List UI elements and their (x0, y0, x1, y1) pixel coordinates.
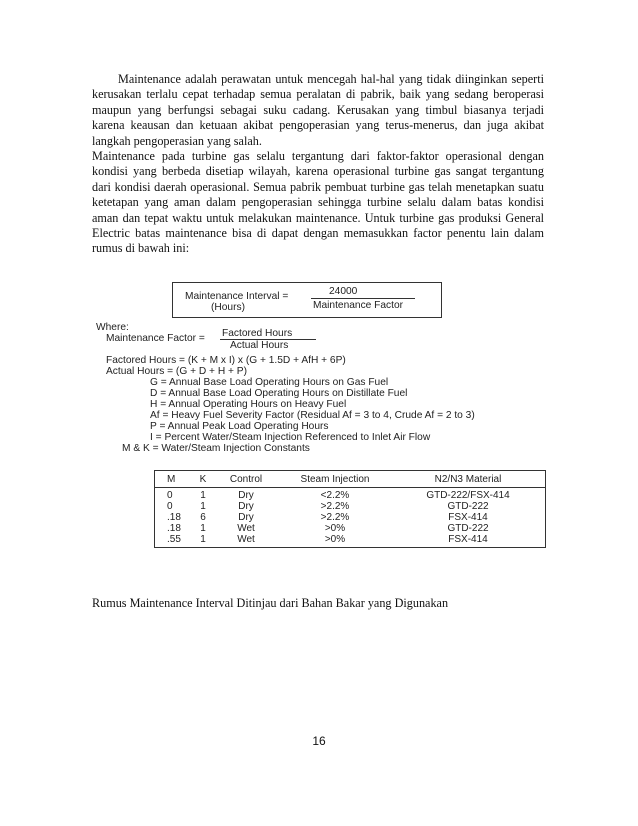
maintenance-interval-formula-figure (96, 280, 548, 548)
table-cell-m: .18 (167, 523, 181, 534)
table-header-material: N2/N3 Material (434, 474, 502, 485)
table-cell-steam-injection: >0% (324, 534, 346, 545)
table-header-steam-injection: Steam Injection (300, 474, 370, 485)
definition-h: H = Annual Operating Hours on Heavy Fuel (150, 399, 347, 410)
table-cell-k: 6 (200, 512, 206, 523)
definition-d: D = Annual Base Load Operating Hours on Distillate Fuel (150, 388, 408, 399)
table-cell-control: Wet (237, 534, 255, 545)
where-label: Where: (96, 322, 129, 333)
table-cell-control: Dry (238, 512, 254, 523)
table-cell-steam-injection: >2.2% (320, 501, 350, 512)
table-cell-material: FSX-414 (448, 512, 488, 523)
paragraph-gas-turbine-maintenance: Maintenance pada turbine gas selalu tergantung dari faktor-faktor operasional dengan kondisi yang berbeda disetiap wilayah, karena operasional turbine gas sangat tergantung dari kondisi daerah operasional. Semua pabrik pembuat turbine gas telah menetapkan suatu ketetapan yang aman dalam pengoperasian sehingga turbine selalu dalam batas kondisi aman dan tepat waktu untuk melakukan maintenance. Untuk turbine gas produksi General Electric batas maintenance bisa di dapat dengan memasukkan factor penentu lain dalam rumus di bawah ini: (92, 149, 544, 256)
table-cell-control: Wet (237, 523, 255, 534)
table-header-control: Control (229, 474, 263, 485)
table-cell-m: .18 (167, 512, 181, 523)
definition-i: I = Percent Water/Steam Injection Referenced to Inlet Air Flow (150, 432, 431, 443)
mf-lhs: Maintenance Factor = (106, 333, 205, 344)
table-header-m: M (167, 474, 176, 485)
formula-fraction-bar (311, 298, 415, 299)
figure-caption: Rumus Maintenance Interval Ditinjau dari Bahan Bakar yang Digunakan (92, 596, 449, 610)
formula-denominator: Maintenance Factor (313, 300, 404, 311)
page-number: 16 (312, 734, 326, 748)
formula-lhs-unit: (Hours) (211, 302, 245, 313)
table-cell-k: 1 (200, 490, 206, 501)
mf-numerator: Factored Hours (222, 328, 293, 339)
table-cell-material: GTD-222 (447, 501, 489, 512)
table-cell-control: Dry (238, 490, 254, 501)
table-header-k: K (199, 474, 207, 485)
mf-denominator: Actual Hours (230, 340, 289, 351)
formula-numerator: 24000 (329, 286, 358, 297)
table-cell-steam-injection: <2.2% (320, 490, 350, 501)
formula-lhs: Maintenance Interval = (185, 291, 289, 302)
table-cell-m: .55 (167, 534, 181, 545)
paragraph-maintenance-definition: Maintenance adalah perawatan untuk mencegah hal-hal yang tidak diinginkan seperti kerusakan terlalu cepat terhadap semua peralatan di pabrik, baik yang sedang beroperasi maupun yang berfungsi sebagai suku cadang. Kerusakan yang timbul biasanya terjadi karena keausan dan ketuaan akibat pengoperasian yang terus-menerus, dan juga akibat langkah pengoperasian yang salah. (92, 72, 544, 148)
table-cell-steam-injection: >0% (324, 523, 346, 534)
definition-p: P = Annual Peak Load Operating Hours (150, 421, 329, 432)
actual-hours-line: Actual Hours = (G + D + H + P) (106, 366, 247, 377)
table-cell-m: 0 (167, 501, 173, 512)
injection-constants-table (154, 470, 546, 548)
table-cell-k: 1 (200, 523, 206, 534)
definition-af: Af = Heavy Fuel Severity Factor (Residual Af = 3 to 4, Crude Af = 2 to 3) (150, 410, 475, 421)
mk-constants-line: M & K = Water/Steam Injection Constants (122, 443, 310, 454)
table-header-divider (155, 487, 545, 488)
table-cell-k: 1 (200, 534, 206, 545)
factored-hours-line: Factored Hours = (K + M x I) x (G + 1.5D + AfH + 6P) (106, 355, 346, 366)
table-cell-material: GTD-222/FSX-414 (426, 490, 510, 501)
table-cell-material: FSX-414 (448, 534, 488, 545)
formula-box (172, 282, 442, 318)
definition-g: G = Annual Base Load Operating Hours on Gas Fuel (150, 377, 389, 388)
table-cell-material: GTD-222 (447, 523, 489, 534)
table-cell-m: 0 (167, 490, 173, 501)
table-cell-steam-injection: >2.2% (320, 512, 350, 523)
table-cell-k: 1 (200, 501, 206, 512)
table-cell-control: Dry (238, 501, 254, 512)
